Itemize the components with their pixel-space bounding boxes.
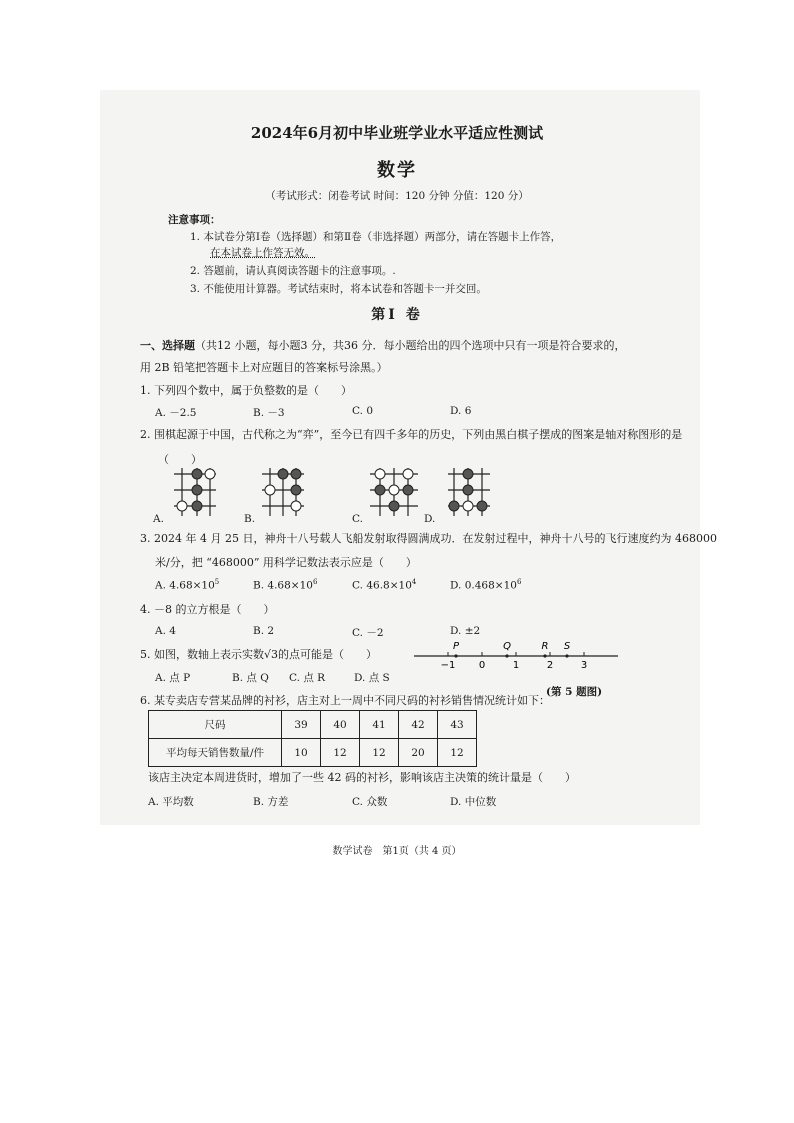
go-pattern-d [444, 466, 494, 518]
exam-title: 2024年6月初中毕业班学业水平适应性测试 [250, 124, 544, 142]
q5-figure-caption: (第 5 题图) [546, 686, 603, 698]
number-line-tick-label: −1 [440, 660, 456, 671]
q3-option-c-base: C. 46.8×10 [352, 579, 412, 592]
number-line-point-label: R [541, 641, 549, 652]
table-cell: 41 [360, 711, 399, 739]
q5-option-a: A. 点 P [155, 672, 191, 684]
q6-option-d: D. 中位数 [450, 796, 497, 808]
table-cell: 12 [360, 739, 399, 767]
q1-option-d: D. 6 [450, 405, 472, 417]
go-pattern-b [258, 466, 308, 518]
q3-option-b-exp: 6 [312, 578, 318, 586]
number-line-point-label: P [452, 641, 460, 652]
number-line-tick-label: 3 [580, 660, 588, 671]
q2-option-b: B. [244, 513, 256, 525]
q1-option-b: B. －3 [253, 407, 285, 419]
q3-option-d-exp: 6 [516, 578, 522, 586]
table-row-sales [149, 739, 477, 767]
volume-title: 第Ⅰ 卷 [371, 307, 423, 323]
q3-option-c [352, 578, 416, 592]
notes-heading: 注意事项： [168, 214, 221, 226]
q3-option-a [155, 578, 219, 592]
section1-intro [140, 337, 625, 353]
q3-option-b-base: B. 4.68×10 [253, 579, 313, 592]
note-item-1-cont: 在本试卷上作答无效。 [210, 247, 315, 259]
section1-heading: 一、选择题 [140, 339, 195, 352]
exam-info: （考试形式：闭卷考试 时间：120 分钟 分值：120 分） [265, 190, 529, 202]
number-line-tick-label: 1 [512, 660, 520, 671]
note-item-2: 2. 答题前，请认真阅读答题卡的注意事项。. [190, 265, 396, 277]
q1-option-a: A. －2.5 [155, 407, 197, 419]
table-cell: 20 [399, 739, 438, 767]
table-header-size: 尺码 [149, 711, 282, 739]
q3-option-c-exp: 4 [411, 578, 417, 586]
number-line-figure [412, 638, 622, 672]
q4-stem: 4. －8 的立方根是（ ） [140, 603, 275, 616]
q3-option-d [450, 578, 521, 592]
q2-option-a: A. [153, 513, 164, 525]
note-item-3: 3. 不能使用计算器。考试结束时，将本试卷和答题卡一并交回。 [190, 283, 487, 295]
table-cell: 10 [282, 739, 321, 767]
q4-option-a: A. 4 [155, 625, 176, 637]
table-row-size [149, 711, 477, 739]
q1-option-c: C. 0 [352, 405, 374, 417]
number-line-point-label: S [563, 641, 571, 652]
section1-line2: 用 2B 铅笔把答题卡上对应题目的答案标号涂黑。） [140, 361, 388, 374]
table-cell: 42 [399, 711, 438, 739]
number-line-point [543, 654, 546, 657]
table-header-sales: 平均每天销售数量/件 [149, 739, 282, 767]
q4-option-b: B. 2 [253, 625, 275, 637]
subject-title: 数学 [377, 160, 417, 181]
q2-option-d: D. [424, 513, 436, 525]
q6-stem-2: 该店主决定本周进货时，增加了一些 42 码的衬衫，影响该店主决策的统计量是（ ） [148, 771, 576, 784]
number-line-point [454, 654, 457, 657]
q3-option-a-base: A. 4.68×10 [155, 579, 215, 592]
q5-option-c: C. 点 R [289, 672, 326, 684]
q4-option-c: C. －2 [352, 627, 384, 639]
note-item-1: 1. 本试卷分第Ⅰ卷（选择题）和第Ⅱ卷（非选择题）两部分，请在答题卡上作答， [190, 231, 562, 243]
q5-option-d: D. 点 S [354, 672, 390, 684]
q5-option-b: B. 点 Q [232, 672, 269, 684]
q2-stem: 2. 围棋起源于中国，古代称之为“弈”，至今已有四千多年的历史，下列由黑白棋子摆成的图案是轴对称图形的是 [140, 428, 683, 441]
q3-stem-line1: 3. 2024 年 4 月 25 日，神舟十八号载人飞船发射取得圆满成功．在发射过程中，神舟十八号的飞行速度约为 468000 [140, 532, 717, 545]
number-line-point [505, 654, 508, 657]
q6-option-a: A. 平均数 [148, 796, 194, 808]
q2-option-c: C. [352, 513, 363, 525]
q6-option-c: C. 众数 [352, 796, 388, 808]
number-line-point-label: Q [503, 641, 511, 652]
table-cell: 12 [438, 739, 477, 767]
number-line-point [565, 654, 568, 657]
q3-stem-line2: 米/分，把 “468000” 用科学记数法表示应是（ ） [155, 556, 417, 569]
q6-stem: 6. 某专卖店专营某品牌的衬衫，店主对上一周中不同尺码的衬衫销售情况统计如下： [140, 694, 550, 707]
table-cell: 12 [321, 739, 360, 767]
table-cell: 39 [282, 711, 321, 739]
table-cell: 43 [438, 711, 477, 739]
q3-option-d-base: D. 0.468×10 [450, 579, 517, 592]
page-footer: 数学试卷 第1页（共 4 页） [332, 846, 462, 857]
section1-line1: （共12 小题，每小题3 分，共36 分．每小题给出的四个选项中只有一项是符合要求的， [195, 339, 626, 352]
go-pattern-a [170, 466, 220, 518]
q6-option-b: B. 方差 [253, 796, 289, 808]
q1-stem: 1. 下列四个数中，属于负整数的是（ ） [140, 384, 352, 397]
q3-option-b [253, 578, 317, 592]
q2-paren: （ ） [158, 453, 202, 466]
number-line-tick-label: 0 [478, 660, 486, 671]
number-line-tick-label: 2 [546, 660, 554, 671]
q3-option-a-exp: 5 [214, 578, 220, 586]
q5-stem: 5. 如图，数轴上表示实数√3的点可能是（ ） [140, 648, 377, 661]
q4-option-d: D. ±2 [450, 625, 481, 637]
go-pattern-c [366, 466, 422, 518]
size-sales-table [148, 710, 477, 767]
table-cell: 40 [321, 711, 360, 739]
